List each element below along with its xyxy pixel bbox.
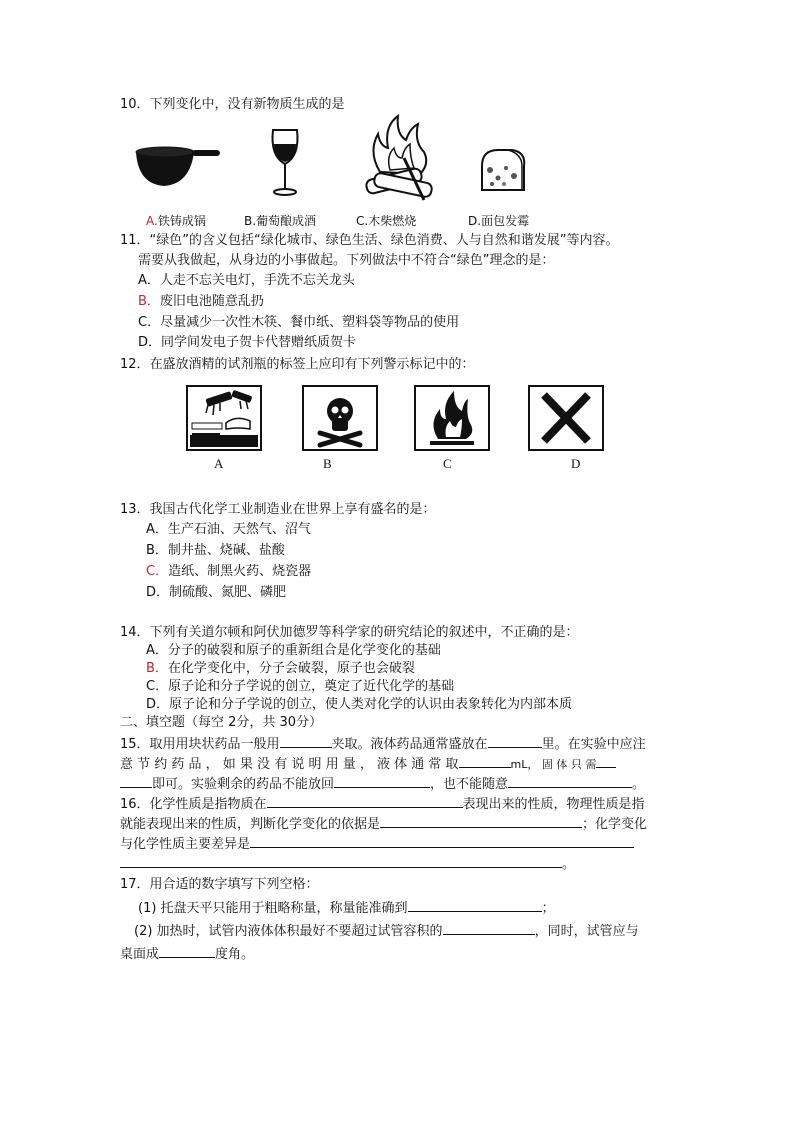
q11-option-d-text: 同学间发电子贺卡代替赠纸质贺卡: [161, 335, 357, 350]
q17-s2-text-1: (2) 加热时，试管内液体体积最好不要超过试管容积的: [134, 924, 443, 939]
q11-stem-line2: 需要从我做起，从身边的小事做起。下列做法中不符合“绿色”理念的是：: [138, 253, 555, 268]
q14-stem: 14．下列有关道尔顿和阿伏加德罗等科学家的研究结论的叙述中，不正确的是：: [120, 625, 579, 640]
q13-option-a: [146, 521, 311, 539]
q11-option-b-text: 废旧电池随意乱扔: [159, 294, 264, 309]
wine-glass-image: [267, 128, 303, 198]
q11-option-b: [138, 293, 264, 311]
q14-option-d-text: 原子论和分子学说的创立，使人类对化学的认识由表象转化为内部本质: [169, 697, 573, 712]
q10-option-b-text: 葡萄酿成酒: [256, 214, 317, 228]
section-2-heading: 二、填空题（每空 2分，共 30分）: [120, 715, 323, 730]
q17-sub2: [134, 921, 639, 941]
q15-blank-4[interactable]: [596, 754, 616, 768]
q17-sub2-line2: [120, 944, 254, 964]
q15-blank-5[interactable]: [334, 774, 430, 788]
q11-option-c-letter: C．: [138, 315, 161, 330]
q11-option-a-letter: A．: [138, 273, 160, 288]
q10-option-a-letter: A.: [146, 214, 158, 228]
q17-s2-text-2: ，同时，试管应与: [534, 924, 639, 939]
q14-option-c: [146, 678, 454, 696]
flammable-sign: [414, 385, 490, 451]
q14-option-a-text: 分子的破裂和原子的重新组合是化学变化的基础: [167, 643, 441, 658]
q13-option-a-letter: A．: [146, 522, 168, 537]
q13-option-c-text: 造纸、制黑火药、烧瓷器: [168, 564, 312, 579]
sign-label-a: A: [214, 456, 224, 471]
q16-line3: [120, 834, 634, 854]
q10-option-d: [468, 212, 529, 229]
q15-text-4: 意 节 约 药 品 ， 如 果 没 有 说 明 用 量 ， 液 体 通 常 取: [120, 757, 459, 772]
q16-text-6: 。: [562, 857, 576, 872]
pan-image: [134, 144, 224, 190]
q10-option-c: [356, 212, 416, 229]
q17-s1-text-1: (1) 托盘天平只能用于粗略称量，称量能准确到: [138, 901, 408, 916]
q17-blank-1[interactable]: [408, 898, 542, 912]
burning-wood-image: [360, 112, 440, 204]
q15-text-7: ，也不能随意: [430, 777, 509, 792]
q15-text-5: mL， 固 体 只 需: [510, 758, 597, 771]
q10-option-a: [146, 212, 206, 229]
q14-option-d-letter: D．: [146, 697, 170, 712]
q10-option-d-letter: D.: [468, 214, 482, 228]
q14-option-d: [146, 696, 572, 714]
q10-option-a-text: 铁铸成锅: [157, 214, 206, 228]
q17-s2-text-4: 度角。: [215, 947, 255, 962]
sign-label-d: D: [571, 456, 581, 471]
q15-line1: [120, 734, 646, 754]
q14-option-a-letter: A．: [146, 643, 168, 658]
q10-option-b-letter: B.: [244, 214, 257, 228]
q15-text-6: 即可。实验剩余的药品不能放回: [152, 777, 335, 792]
harmful-sign: [528, 385, 604, 451]
q10-option-c-text: 木柴燃烧: [368, 214, 417, 228]
q10-stem: 10．下列变化中，没有新物质生成的是: [120, 97, 345, 112]
q15-text-8: 。: [632, 777, 646, 792]
q16-line2: [120, 814, 647, 834]
cross-x-icon: [530, 387, 602, 449]
q15-blank-6[interactable]: [508, 774, 632, 788]
q16-blank-2[interactable]: [380, 814, 582, 828]
q17-s1-text-2: ；: [541, 901, 555, 916]
q15-text-3: 里。在实验中应注: [541, 737, 646, 752]
q13-option-d-letter: D．: [146, 585, 170, 600]
skull-crossbones-icon: [304, 387, 376, 449]
q16-blank-1[interactable]: [267, 794, 463, 808]
q16-text-2: 表现出来的性质，物理性质是指: [462, 797, 645, 812]
q15-text-2: 夹取。液体药品通常盛放在: [331, 737, 488, 752]
q17-blank-3[interactable]: [159, 944, 215, 958]
sign-label-c: C: [443, 456, 452, 471]
q11-option-d-letter: D．: [138, 335, 162, 350]
sign-label-b: B: [323, 456, 332, 471]
q11-option-c-text: 尽量减少一次性木筷、餐巾纸、塑料袋等物品的使用: [160, 315, 460, 330]
q17-blank-2[interactable]: [443, 921, 535, 935]
moldy-bread-image: [478, 146, 528, 194]
q16-line1: [120, 794, 645, 814]
q14-option-c-text: 原子论和分子学说的创立，奠定了近代化学的基础: [168, 679, 455, 694]
q15-line3: [120, 774, 645, 794]
q11-option-a: [138, 272, 355, 290]
q12-stem: 12．在盛放酒精的试剂瓶的标签上应印有下列警示标记中的：: [120, 357, 475, 372]
q14-option-a: [146, 642, 441, 660]
q13-option-b-text: 制井盐、烧碱、盐酸: [167, 543, 285, 558]
q16-blank-3[interactable]: [250, 834, 634, 848]
q10-option-d-text: 面包发霉: [481, 214, 530, 228]
q15-text-1: 15．取用用块状药品一般用: [120, 737, 280, 752]
q14-option-b-letter: B．: [146, 661, 168, 676]
flame-icon: [416, 387, 488, 449]
q16-text-5: 与化学性质主要差异是: [120, 837, 251, 852]
corrosive-icon: [188, 387, 260, 449]
q14-option-c-letter: C．: [146, 679, 169, 694]
corrosive-sign: [186, 385, 262, 451]
q17-sub1: [138, 898, 555, 918]
q15-blank-1[interactable]: [280, 734, 332, 748]
q13-option-c: [146, 563, 311, 581]
q17-s2-text-3: 桌面成: [120, 947, 160, 962]
q13-option-c-letter: C．: [146, 564, 169, 579]
q16-text-1: 16．化学性质是指物质在: [120, 797, 267, 812]
q13-option-d-text: 制硫酸、氮肥、磷肥: [169, 585, 287, 600]
q11-option-a-text: 人走不忘关电灯，手洗不忘关龙头: [159, 273, 355, 288]
q13-stem: 13．我国古代化学工业制造业在世界上享有盛名的是：: [120, 502, 436, 517]
q10-option-c-letter: C.: [356, 214, 369, 228]
q15-blank-3[interactable]: [459, 754, 511, 768]
q16-line4: [120, 854, 575, 874]
q11-option-d: [138, 334, 356, 352]
q14-option-b-text: 在化学变化中，分子会破裂，原子也会破裂: [167, 661, 415, 676]
q16-text-3: 就能表现出来的性质，判断化学变化的依据是: [120, 817, 381, 832]
q11-option-c: [138, 314, 459, 332]
q13-option-d: [146, 584, 286, 602]
q15-blank-4-cont[interactable]: [120, 774, 152, 788]
q16-blank-3-cont[interactable]: [120, 854, 562, 868]
q11-option-b-letter: B．: [138, 294, 160, 309]
toxic-sign: [302, 385, 378, 451]
q14-option-b: [146, 660, 415, 678]
q10-option-b: [244, 212, 316, 229]
q17-stem: 17．用合适的数字填写下列空格：: [120, 877, 319, 892]
q13-option-b: [146, 542, 285, 560]
q16-text-4: ；化学变化: [582, 817, 648, 832]
q13-option-b-letter: B．: [146, 543, 168, 558]
q15-blank-2[interactable]: [488, 734, 542, 748]
q13-option-a-text: 生产石油、天然气、沼气: [167, 522, 311, 537]
q11-stem-line1: 11．“绿色”的含义包括“绿化城市、绿色生活、绿色消费、人与自然和谐发展”等内容。: [120, 233, 619, 248]
q15-line2: [120, 754, 616, 774]
